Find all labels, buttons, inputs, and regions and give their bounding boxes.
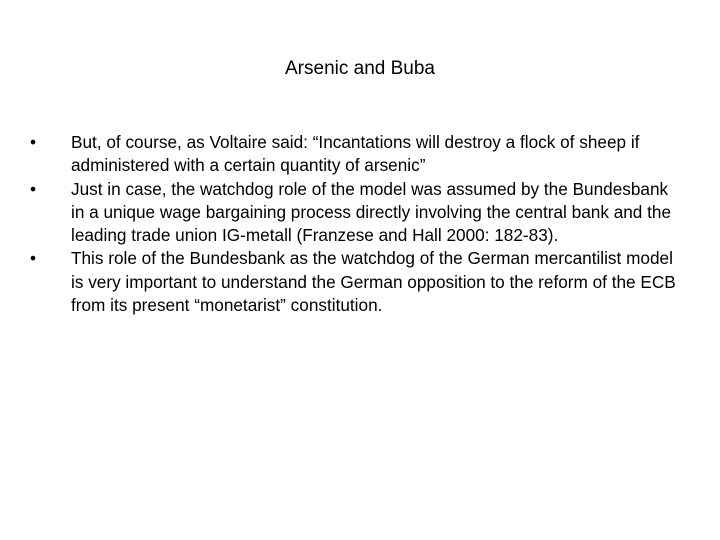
bullet-item [30, 131, 680, 178]
bullet-text: But, of course, as Voltaire said: “Incantations will destroy a flock of sheep if administered with a certain quantity of arsenic” [71, 132, 640, 176]
bullet-marker: • [30, 132, 37, 152]
bullet-item [30, 178, 680, 248]
bullet-text: This role of the Bundesbank as the watchdog of the German mercantilist model is very important to understand the German opposition to the reform of the ECB from its present “monetarist” constitution. [71, 248, 676, 316]
bullet-list [30, 131, 680, 317]
bullet-marker: • [30, 248, 37, 269]
bullet-marker: • [30, 178, 37, 199]
slide-title: Arsenic and Buba [285, 58, 435, 79]
bullet-item [30, 247, 680, 317]
bullet-text: Just in case, the watchdog role of the model was assumed by the Bundesbank in a unique wage bargaining process directly involving the central bank and the leading trade union IG-metall (Franzese and Hall 2000: 182-83). [71, 178, 672, 246]
